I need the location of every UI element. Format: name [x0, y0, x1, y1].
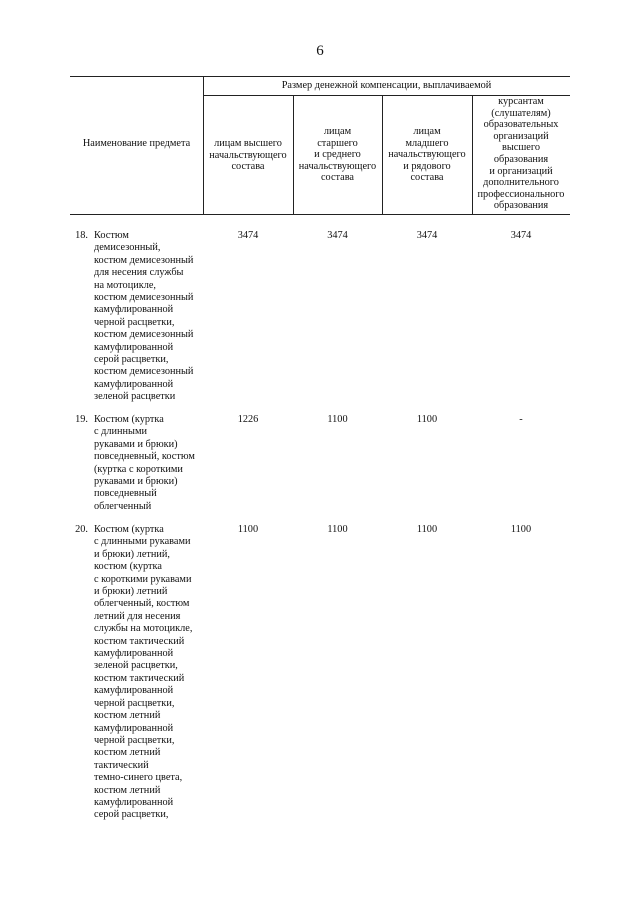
- row-value-1: 3474: [237, 230, 259, 241]
- row-number: 20.: [75, 524, 88, 535]
- row-number: 18.: [75, 230, 88, 241]
- row-item-name: Костюм демисезонный, костюм демисезонный для несения службы на мотоцикле, костюм демисезонный камуфлированной черной расцветки, костюм демисезонный камуфлированной серой расцветки, костюм демисезонный камуфлированной зеленой расцветки: [94, 230, 194, 403]
- header-bottom-rule: [70, 214, 570, 215]
- row-value-3: 3474: [416, 230, 438, 241]
- compensation-table: [70, 76, 570, 836]
- row-number: 19.: [75, 414, 88, 425]
- row-value-1: 1100: [237, 524, 259, 535]
- table-top-rule: [70, 76, 570, 77]
- header-column-2: лицам старшего и среднего начальствующего состава: [298, 126, 377, 184]
- header-item-name: Наименование предмета: [82, 138, 191, 149]
- row-item-name: Костюм (куртка с длинными рукавами и брюки) повседневный, костюм (куртка с короткими рукавами и брюки) повседневный облегченный: [94, 414, 195, 512]
- row-value-4: 1100: [510, 524, 532, 535]
- row-value-2: 1100: [327, 524, 348, 535]
- row-value-4: -: [519, 414, 523, 425]
- header-column-1: лицам высшего начальствующего состава: [209, 138, 287, 173]
- row-value-3: 1100: [416, 524, 438, 535]
- page-number: 6: [316, 43, 324, 59]
- row-value-3: 1100: [416, 414, 438, 425]
- row-value-4: 3474: [510, 230, 532, 241]
- row-value-2: 1100: [327, 414, 348, 425]
- header-group: Размер денежной компенсации, выплачиваемой: [281, 80, 492, 91]
- row-value-1: 1226: [237, 414, 259, 425]
- row-item-name: Костюм (куртка с длинными рукавами и брюки) летний, костюм (куртка с короткими рукавами и брюки) летний облегченный, костюм летний для несения службы на мотоцикле, костюм тактический камуфлированной зеленой расцветки, костюм тактический камуфлированной черной расцветки, костюм летний камуфлированной черной расцветки, костюм летний тактический темно-синего цвета, костюм летний камуфлированной серой расцветки,: [94, 524, 193, 821]
- header-column-3: лицам младшего начальствующего и рядового состава: [388, 126, 466, 184]
- header-column-4: курсантам (слушателям) образовательных организаций высшего образования и организаций дополнительного профессионального образования: [477, 96, 565, 212]
- row-value-2: 3474: [327, 230, 348, 241]
